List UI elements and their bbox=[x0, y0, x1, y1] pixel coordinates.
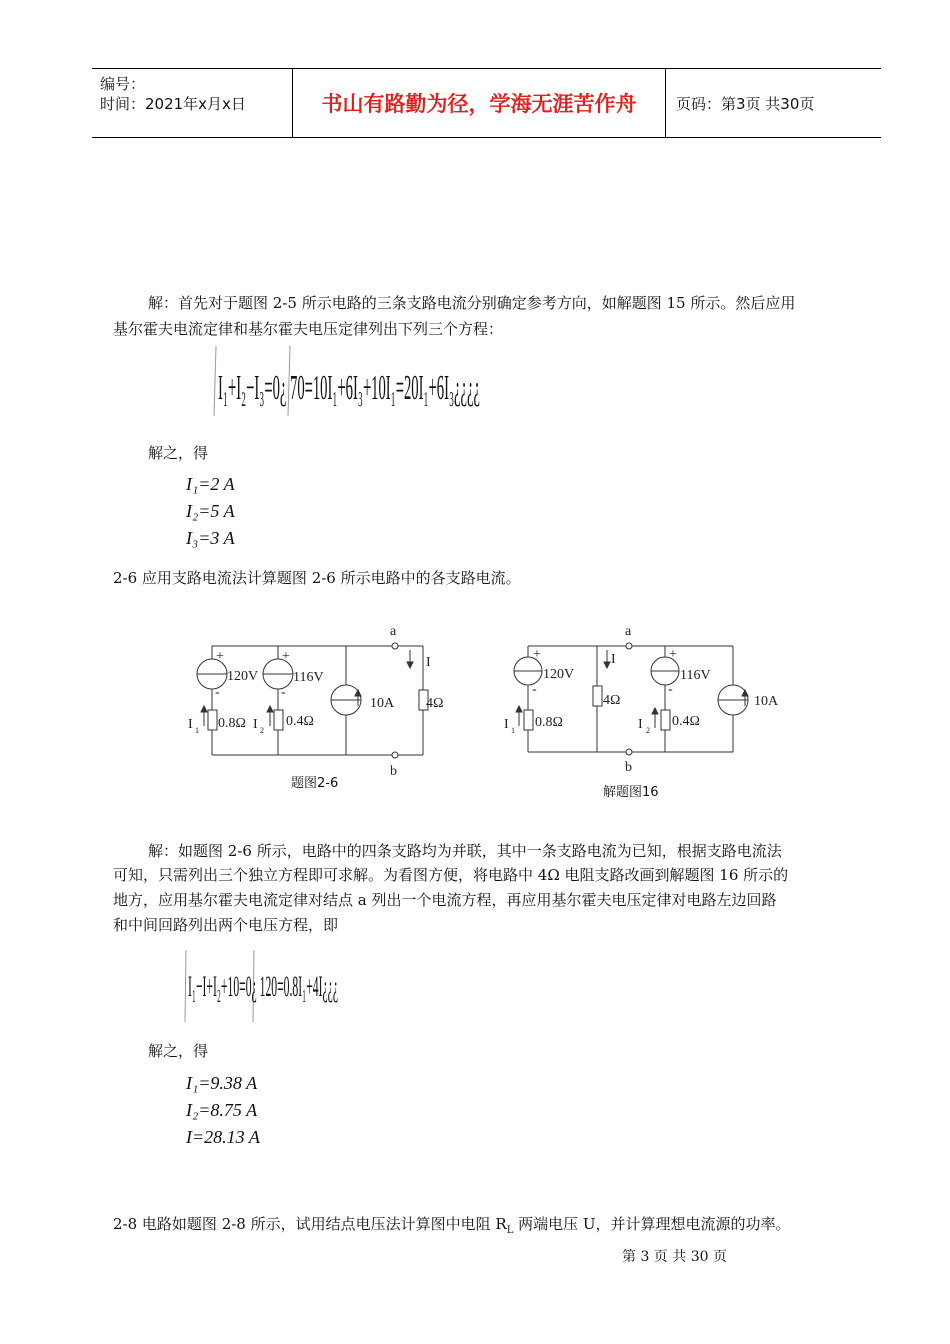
header-table bbox=[92, 68, 881, 138]
fig2-plus-2: + bbox=[669, 647, 677, 662]
result2-i1: I₁=9.38 A bbox=[186, 1073, 258, 1093]
para1-line2: 基尔霍夫电流定律和基尔霍夫电压定律列出下列三个方程： bbox=[113, 320, 504, 338]
problem-2-8-text: 2-8 电路如题图 2-8 所示，试用结点电压法计算图中电阻 R bbox=[113, 1215, 507, 1233]
problem-2-6: 2-6 应用支路电流法计算题图 2-6 所示电路中的各支路电流。 bbox=[113, 569, 521, 587]
time-label: 时间：2021年x月x日 bbox=[100, 95, 246, 113]
para2-line2: 可知，只需列出三个独立方程即可求解。为看图方便，将电路中 4Ω 电阻支路改画到解题图 16 所示的 bbox=[113, 866, 789, 884]
fig1-plus-1: + bbox=[216, 649, 224, 664]
equation-1-svg bbox=[210, 342, 500, 420]
fig1-node-a: a bbox=[390, 624, 397, 639]
fig1-minus-2: - bbox=[281, 685, 286, 700]
fig2-minus-2: - bbox=[668, 682, 673, 697]
circuit-figure-16 bbox=[495, 618, 795, 798]
fig2-label-120v: 120V bbox=[543, 667, 575, 682]
number-label: 编号： bbox=[100, 75, 146, 93]
fig1-label-116v: 116V bbox=[293, 670, 324, 685]
fig2-label-116v: 116V bbox=[680, 668, 711, 683]
header-info-cell bbox=[92, 69, 293, 137]
fig2-node-a: a bbox=[625, 624, 632, 639]
para1-line1: 解：首先对于题图 2-5 所示电路的三条支路电流分别确定参考方向，如解题图 15 所示。然后应用 bbox=[148, 294, 796, 312]
para2-line1: 解：如题图 2-6 所示，电路中的四条支路均为并联，其中一条支路电流为已知，根据支路电流法 bbox=[148, 842, 782, 860]
fig1-label-4ohm: 4Ω bbox=[426, 696, 444, 711]
result2-i2: I₂=8.75 A bbox=[186, 1100, 258, 1120]
solve2-label: 解之，得 bbox=[148, 1042, 209, 1060]
figure2-caption: 解题图16 bbox=[603, 785, 659, 800]
fig1-label-i1: I bbox=[188, 717, 193, 732]
equation-2 bbox=[182, 946, 352, 1026]
para2-line4: 和中间回路列出两个电压方程，即 bbox=[113, 916, 339, 934]
problem-2-8-tail: 两端电压 U，并计算理想电流源的功率。 bbox=[513, 1215, 791, 1233]
fig1-label-0.4ohm: 0.4Ω bbox=[286, 714, 314, 729]
motto: 书山有路勤为径，学海无涯苦作舟 bbox=[293, 69, 666, 137]
fig1-label-i: I bbox=[426, 655, 431, 670]
fig2-label-4ohm: 4Ω bbox=[603, 693, 621, 708]
fig2-node-b: b bbox=[625, 760, 632, 775]
equation-1 bbox=[210, 342, 500, 420]
equation-2-svg bbox=[182, 946, 352, 1026]
para2-line3: 地方，应用基尔霍夫电流定律对结点 a 列出一个电流方程，再应用基尔霍夫电压定律对电路左边回路 bbox=[113, 891, 777, 909]
fig1-sub-2: 2 bbox=[260, 726, 264, 735]
solve1-label: 解之，得 bbox=[148, 444, 209, 462]
fig2-label-0.8ohm: 0.8Ω bbox=[535, 715, 563, 730]
fig2-sub-1: 1 bbox=[511, 726, 515, 735]
figure1-caption: 题图2-6 bbox=[291, 776, 339, 791]
result1-i3: I₃=3 A bbox=[186, 528, 235, 548]
fig1-minus-1: - bbox=[215, 685, 220, 700]
fig2-label-i: I bbox=[611, 652, 616, 667]
equation-2-text: I₁−I+I₂+10=0¿ 120=0.8I₁+4I¿¿¿ bbox=[188, 970, 338, 1003]
page-label: 页码：第3页 共30页 bbox=[676, 94, 815, 113]
fig1-label-120v: 120V bbox=[227, 669, 259, 684]
equation-1-text: I₁+I₂−I₃=0¿ 70=10I₁+6I₃+10I₁=20I₁+6I₃¿¿¿¿ bbox=[218, 368, 480, 408]
fig2-label-i1: I bbox=[504, 717, 509, 732]
circuit-figure-2-6 bbox=[180, 618, 450, 798]
footer-page-number: 第 3 页 共 30 页 bbox=[622, 1249, 727, 1265]
fig2-label-i2: I bbox=[638, 717, 643, 732]
problem-2-8 bbox=[113, 1211, 791, 1244]
problem-2-8-sub: L bbox=[506, 1225, 514, 1236]
fig1-label-10a: 10A bbox=[370, 696, 395, 711]
fig2-minus-1: - bbox=[532, 682, 537, 697]
page-label-cell bbox=[666, 69, 881, 137]
fig1-sub-1: 1 bbox=[195, 726, 199, 735]
fig2-sub-2: 2 bbox=[646, 726, 650, 735]
fig1-label-i2: I bbox=[253, 717, 258, 732]
result1-i2: I₂=5 A bbox=[186, 501, 235, 521]
fig1-plus-2: + bbox=[282, 649, 290, 664]
result1-i1: I₁=2 A bbox=[186, 474, 235, 494]
result2-i: I=28.13 A bbox=[186, 1127, 260, 1147]
fig2-label-10a: 10A bbox=[754, 694, 779, 709]
fig1-label-0.8ohm: 0.8Ω bbox=[218, 716, 246, 731]
fig1-node-b: b bbox=[390, 764, 397, 779]
fig2-label-0.4ohm: 0.4Ω bbox=[672, 714, 700, 729]
fig2-plus-1: + bbox=[533, 647, 541, 662]
